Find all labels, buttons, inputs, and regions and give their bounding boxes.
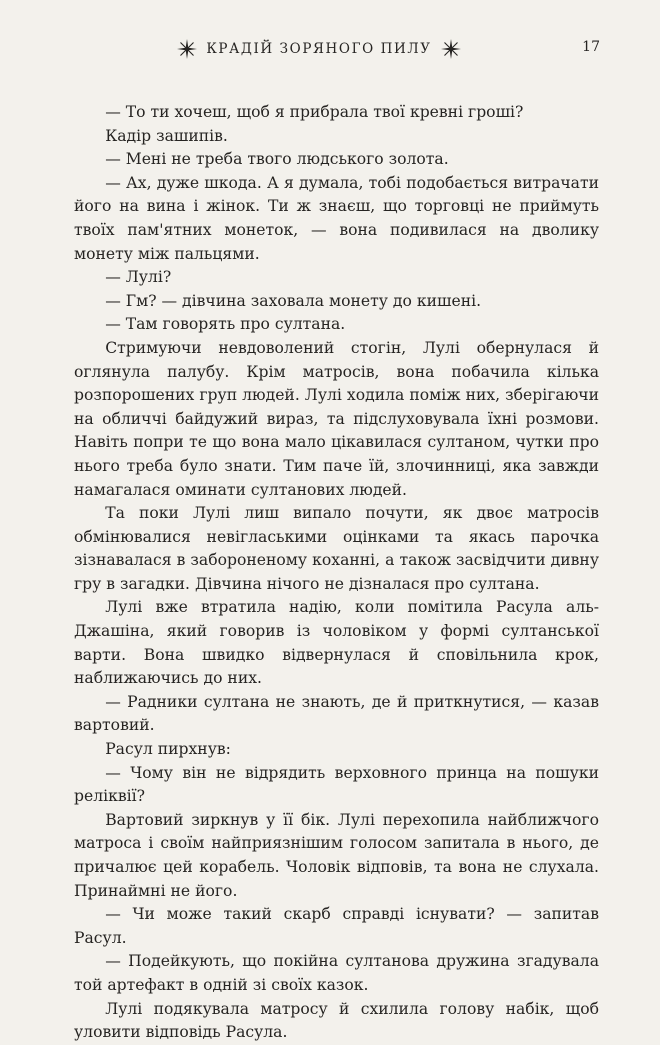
page-header [0, 38, 660, 62]
paragraph: — Подейкують, що покійна султанова дружина згадувала той артефакт в одній зі своїх казок. [74, 952, 599, 994]
paragraph: — Радники султана не знають, де й приткнутися, — казав вартовий. [74, 692, 599, 735]
paragraph: Лулі подякувала матросу й схилила голову набік, щоб уловити відповідь Расула. [74, 999, 599, 1042]
paragraph: Стримуючи невдоволений стогін, Лулі обернулася й оглянула палубу. Крім матросів, вона побачила кілька розпорошених груп людей. Лулі ходила поміж них, зберігаючи на обличчі байдужий вираз, та підслуховувала їхні розмови. Навіть попри те що вона мало цікавилася султаном, чутки про нього треба було знати. Тим паче їй, злочинниці, яка завжди намагалася оминати султанових людей. [74, 338, 599, 499]
paragraph: — Гм? — дівчина заховала монету до кишені. [105, 291, 482, 310]
four-point-star-icon [440, 38, 462, 60]
paragraph: Расул пирхнув: [105, 740, 231, 759]
paragraph: — Чи може такий скарб справді існувати? — запитав Расул. [74, 905, 599, 947]
page-number: 17 [582, 39, 600, 55]
paragraph: — Лулі? [105, 268, 172, 287]
paragraph: Лулі вже втратила надію, коли помітила Расула аль-Джашіна, який говорив із чоловіком у формі султанської варти. Вона швидко відвернулася й сповільнила крок, наближаючись до них. [74, 598, 599, 688]
paragraph: — Там говорять про султана. [105, 315, 346, 334]
paragraph: — Ах, дуже шкода. А я думала, тобі подобається витрачати його на вина і жінок. Ти ж знаєш, що торговці не приймуть твоїх пам'ятних монеток, — вона подивилася на дволику монету між пальцями. [74, 173, 599, 263]
paragraph: — То ти хочеш, щоб я прибрала твої кревні гроші? [105, 103, 524, 121]
running-title: КРАДІЙ ЗОРЯНОГО ПИЛУ [206, 41, 432, 57]
paragraph: Кадір зашипів. [105, 126, 228, 145]
body-text [74, 101, 599, 1045]
running-title-row [164, 38, 474, 60]
four-point-star-icon [176, 38, 198, 60]
paragraph: Та поки Лулі лиш випало почути, як двоє матросів обмінювалися невігласькими оцінками та якась парочка зізнавалася в забороненому коханні, а також засвідчити дивну гру в загадки. Дівчина нічого не дізналася про султана. [74, 504, 599, 593]
paragraph: — Мені не треба твого людського золота. [105, 150, 449, 169]
paragraph: Вартовий зиркнув у її бік. Лулі перехопила найближчого матроса і своїм найприязнішим голосом запитала в нього, де причалює цей корабель. Чоловік відповів, та вона не слухала. Принаймні не його. [74, 810, 599, 900]
paragraph: — Чому він не відрядить верховного принца на пошуки реліквії? [74, 763, 599, 806]
